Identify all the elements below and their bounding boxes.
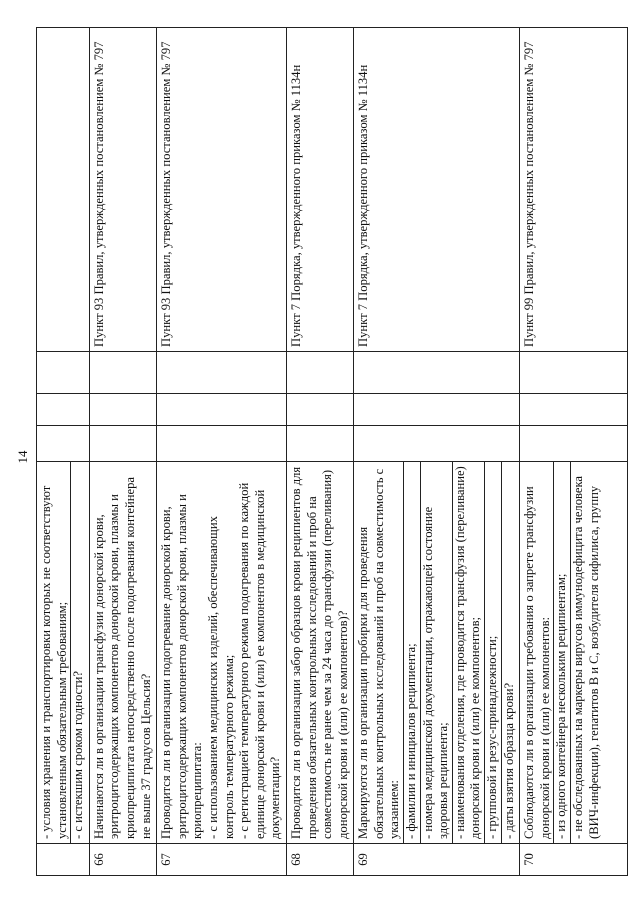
answer-cell-no [520, 394, 628, 426]
requirement-line: - условия хранения и транспортировки которых не соответствуют установленным обязательным требованиям; [39, 485, 69, 839]
requirement-line: - из одного контейнера нескольким реципиентам; [553, 462, 570, 843]
requirement-line: - групповой и резус-принадлежности; [484, 462, 501, 843]
answer-cell-yes [286, 426, 353, 462]
checklist-table-container [36, 28, 604, 876]
reference-cell [37, 28, 90, 352]
requirement-line: Проводится ли в организации забор образцов крови реципиентов для проведения обязательных контрольных исследований и проб на совместимость не ранее чем за 24 часа до трансфузии (переливания) донорской крови и (или) ее компонентов)? [288, 466, 350, 839]
requirement-line: Маркируются ли в организации пробирки для проведения обязательных контрольных исследований и проб на совместимость с указанием: [356, 468, 402, 839]
reference-cell: Пункт 99 Правил, утвержденных постановлением № 797 [520, 28, 628, 352]
row-number [37, 844, 90, 876]
requirement-text [157, 462, 287, 844]
reference-cell: Пункт 7 Порядка, утвержденного приказом № 1134н [354, 28, 520, 352]
answer-cell-na [89, 352, 156, 394]
answer-cell-no [286, 394, 353, 426]
table-row [520, 28, 628, 876]
answer-cell-no [37, 394, 90, 426]
answer-cell-yes [89, 426, 156, 462]
table-row [157, 28, 287, 876]
reference-cell: Пункт 93 Правил, утвержденных постановлением № 797 [89, 28, 156, 352]
requirement-line: Начинаются ли в организации трансфузии донорской крови, эритроцитсодержащих компонентов донорской крови, плазмы и криопреципитата непосредственно после подогревания контейнера не выше 37 градусов Цельсия? [91, 477, 153, 839]
requirement-text [37, 462, 90, 844]
table-row [354, 28, 520, 876]
answer-cell-na [286, 352, 353, 394]
table-row [89, 28, 156, 876]
row-number: 67 [157, 844, 287, 876]
checklist-table [36, 27, 628, 876]
checklist-rows [37, 28, 628, 876]
answer-cell-no [157, 394, 287, 426]
table-row [37, 28, 90, 876]
requirement-line: - не обследованных на маркеры вирусов иммунодефицита человека (ВИЧ-инфекции), гепатитов В и С, возбудителя сифилиса, группу [570, 462, 602, 843]
answer-cell-no [354, 394, 520, 426]
row-number: 66 [89, 844, 156, 876]
answer-cell-na [520, 352, 628, 394]
answer-cell-na [37, 352, 90, 394]
answer-cell-yes [37, 426, 90, 462]
requirement-line: - с истекшим сроком годности? [70, 462, 87, 843]
requirement-text [286, 462, 353, 844]
answer-cell-na [354, 352, 520, 394]
requirement-line: Проводится ли в организации подогревание донорской крови, эритроцитсодержащих компонентов донорской крови, плазмы и криопреципитата: [159, 494, 205, 839]
requirement-line: - с использованием медицинских изделий, обеспечивающих контроль температурного режима; [205, 516, 236, 839]
row-number: 69 [354, 844, 520, 876]
answer-cell-yes [354, 426, 520, 462]
answer-cell-yes [157, 426, 287, 462]
table-row [286, 28, 353, 876]
requirement-text [354, 462, 520, 844]
row-number: 70 [520, 844, 628, 876]
page-number [15, 450, 30, 464]
reference-cell: Пункт 7 Порядка, утвержденного приказом № 1134н [286, 28, 353, 352]
requirement-line: - наименования отделения, где проводится трансфузия (переливание) донорской крови и (или) ее компонентов; [452, 462, 484, 843]
answer-cell-na [157, 352, 287, 394]
requirement-line: Соблюдаются ли в организации требования о запрете трансфузии донорской крови и (или) ее компонентов: [522, 486, 552, 839]
reference-cell: Пункт 93 Правил, утвержденных постановлением № 797 [157, 28, 287, 352]
requirement-line: - номера медицинской документации, отражающей состояние здоровья реципиента; [420, 462, 452, 843]
requirement-line: - с регистрацией температурного режима подогревания по каждой единице донорской крови и (или) ее компонентов в медицинской документации? [237, 482, 283, 839]
requirement-text [520, 462, 628, 844]
answer-cell-no [89, 394, 156, 426]
row-number: 68 [286, 844, 353, 876]
requirement-line: - даты взятия образца крови? [501, 462, 518, 843]
requirement-text [89, 462, 156, 844]
page-number-text: 14 [15, 450, 30, 464]
answer-cell-yes [520, 426, 628, 462]
requirement-line: - фамилии и инициалов реципиента; [403, 462, 420, 843]
